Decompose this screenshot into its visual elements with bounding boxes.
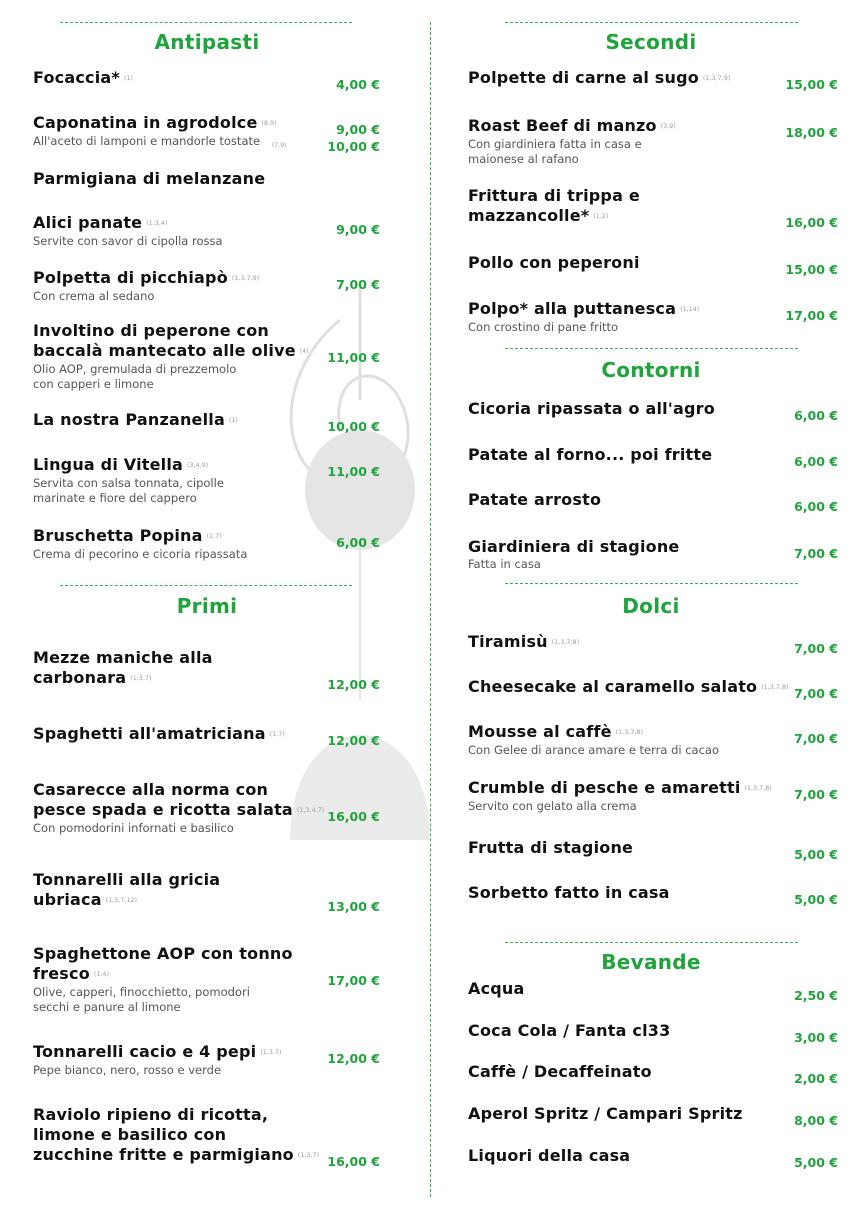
menu-item-name bbox=[33, 455, 333, 476]
menu-item-name bbox=[468, 722, 768, 743]
menu-item-name bbox=[468, 677, 789, 698]
menu-item-name bbox=[33, 944, 333, 964]
menu-item-name-line: Mezze maniche alla bbox=[33, 648, 213, 667]
menu-item-description: secchi e panure al limone bbox=[33, 999, 181, 1014]
menu-item-name-line: Patate arrosto bbox=[468, 490, 602, 509]
menu-item bbox=[468, 1104, 768, 1124]
menu-item-description: con capperi e limone bbox=[33, 376, 154, 391]
allergen-codes: (1,3,7,12) bbox=[105, 896, 138, 904]
menu-item-name-line: Aperol Spritz / Campari Spritz bbox=[468, 1104, 743, 1123]
menu-item bbox=[33, 113, 333, 149]
menu-item-name-line: Alici panate bbox=[33, 213, 143, 232]
menu-item bbox=[33, 455, 333, 506]
menu-item-price: 17,00 € bbox=[785, 308, 838, 323]
menu-item-name bbox=[33, 668, 333, 689]
menu-item-name-line: Coca Cola / Fanta cl33 bbox=[468, 1021, 671, 1040]
menu-item-name bbox=[468, 68, 768, 89]
menu-item-name-line: Focaccia* bbox=[33, 68, 120, 87]
menu-item-description: Pepe bianco, nero, rosso e verde bbox=[33, 1062, 222, 1077]
menu-item-name-line: Polpo* alla puttanesca bbox=[468, 299, 677, 318]
menu-item-name bbox=[468, 883, 768, 903]
menu-item-price: 6,00 € bbox=[336, 535, 380, 550]
menu-item-description: Crema di pecorino e cicoria ripassata bbox=[33, 546, 248, 561]
menu-item bbox=[468, 979, 768, 999]
menu-item-name-line: Bruschetta Popina bbox=[33, 526, 203, 545]
menu-item bbox=[468, 186, 768, 227]
menu-item-name-line: limone e basilico con bbox=[33, 1125, 227, 1144]
menu-item-name bbox=[468, 778, 772, 799]
menu-item-name bbox=[33, 780, 333, 800]
menu-item-name-line: Sorbetto fatto in casa bbox=[468, 883, 670, 902]
allergen-codes: (4) bbox=[299, 347, 309, 355]
allergen-codes: (1,3,7,9) bbox=[231, 274, 260, 282]
menu-item bbox=[468, 537, 768, 572]
menu-item-price: 8,00 € bbox=[794, 1113, 838, 1128]
menu-item-name bbox=[33, 648, 333, 668]
menu-item bbox=[468, 399, 768, 419]
menu-item-price: 11,00 € bbox=[327, 350, 380, 365]
menu-item-price: 12,00 € bbox=[327, 677, 380, 692]
menu-item bbox=[468, 1021, 768, 1041]
menu-item-name bbox=[468, 206, 768, 227]
menu-item-price: 16,00 € bbox=[327, 809, 380, 824]
menu-item-name bbox=[468, 116, 768, 137]
allergen-codes: (1) bbox=[228, 416, 239, 424]
menu-item-name bbox=[468, 1146, 768, 1166]
menu-item-name bbox=[33, 964, 333, 985]
menu-item-price: 9,00 € bbox=[336, 122, 380, 137]
menu-item bbox=[33, 169, 333, 189]
section-heading: Secondi bbox=[605, 30, 697, 54]
menu-item-name-line: Lingua di Vitella bbox=[33, 455, 184, 474]
menu-item-name bbox=[468, 253, 768, 273]
menu-item bbox=[468, 490, 768, 510]
allergen-codes: (1,3,7,8) bbox=[761, 683, 789, 691]
menu-item-name-line: Parmigiana di melanzane bbox=[33, 169, 266, 188]
menu-item-name bbox=[468, 1062, 768, 1082]
menu-item-price: 13,00 € bbox=[327, 899, 380, 914]
menu-item-price: 15,00 € bbox=[785, 262, 838, 277]
menu-item-description: Fatta in casa bbox=[468, 557, 541, 571]
section-heading: Primi bbox=[176, 594, 238, 618]
menu-item-price: 10,00 € bbox=[327, 139, 380, 154]
menu-item-name bbox=[468, 1021, 768, 1041]
menu-item-name-line: Caffè / Decaffeinato bbox=[468, 1062, 652, 1081]
menu-item bbox=[33, 268, 333, 304]
menu-item bbox=[33, 870, 333, 911]
menu-item-name bbox=[468, 299, 768, 320]
menu-item-description: Con Gelee di arance amare e terra di cacao bbox=[468, 742, 720, 757]
menu-item-price: 17,00 € bbox=[327, 973, 380, 988]
allergen-codes: (1,7) bbox=[206, 532, 222, 540]
menu-item-name bbox=[33, 1125, 333, 1145]
menu-item bbox=[33, 1105, 333, 1166]
menu-item-price: 12,00 € bbox=[327, 733, 380, 748]
menu-item-name bbox=[468, 445, 768, 465]
menu-item-name-line: zucchine fritte e parmigiano bbox=[33, 1145, 294, 1164]
menu-item-price: 5,00 € bbox=[794, 892, 838, 907]
menu-item bbox=[468, 253, 768, 273]
menu-item-price: 10,00 € bbox=[327, 419, 380, 434]
menu-item-name-line: Cicoria ripassata o all'agro bbox=[468, 399, 715, 418]
menu-item bbox=[33, 68, 333, 89]
menu-item-price: 9,00 € bbox=[336, 222, 380, 237]
menu-item-description: Servita con salsa tonnata, cipolle bbox=[33, 475, 224, 490]
menu-item-name bbox=[33, 213, 333, 234]
menu-item bbox=[468, 883, 768, 903]
section-heading: Bevande bbox=[601, 950, 701, 974]
menu-item-price: 7,00 € bbox=[336, 277, 380, 292]
menu-item-description: Olive, capperi, finocchietto, pomodori bbox=[33, 984, 250, 999]
menu-item-name bbox=[33, 1105, 333, 1125]
menu-item-name-line: baccalà mantecato alle olive bbox=[33, 341, 296, 360]
menu-item-description: Servito con gelato alla crema bbox=[468, 798, 637, 813]
menu-item-name bbox=[468, 632, 768, 653]
menu-item-name-line: Frutta di stagione bbox=[468, 838, 634, 857]
section-divider bbox=[60, 585, 352, 586]
section-divider bbox=[505, 942, 798, 943]
menu-item-price: 3,00 € bbox=[794, 1030, 838, 1045]
menu-item-price: 7,00 € bbox=[794, 641, 838, 656]
menu-item bbox=[468, 1062, 768, 1082]
allergen-codes: (1,14) bbox=[680, 305, 700, 313]
menu-item-name bbox=[33, 68, 333, 89]
menu-item-name-line: Involtino di peperone con bbox=[33, 321, 270, 340]
menu-item-name bbox=[33, 321, 333, 341]
menu-item-price: 7,00 € bbox=[794, 686, 838, 701]
menu-item-name bbox=[468, 186, 768, 206]
section-heading: Antipasti bbox=[154, 30, 260, 54]
menu-item-name bbox=[468, 399, 768, 419]
menu-item-name bbox=[468, 490, 768, 510]
column-divider bbox=[430, 22, 431, 1197]
menu-item-name-line: fresco bbox=[33, 964, 90, 983]
menu-item bbox=[468, 838, 768, 858]
menu-item-price: 16,00 € bbox=[785, 215, 838, 230]
menu-item-name bbox=[33, 113, 333, 134]
menu-item-name-line: Tiramisù bbox=[468, 632, 548, 651]
menu-item bbox=[33, 526, 333, 562]
menu-item-name bbox=[33, 724, 333, 745]
menu-item-name-line: Cheesecake al caramello salato bbox=[468, 677, 758, 696]
menu-item-name-line: Polpette di carne al sugo bbox=[468, 68, 699, 87]
menu-item bbox=[468, 445, 768, 465]
section-divider bbox=[60, 22, 352, 23]
menu-item-name bbox=[468, 979, 768, 999]
menu-item-name-line: Giardiniera di stagione bbox=[468, 537, 680, 556]
menu-item bbox=[33, 410, 333, 431]
menu-item-name bbox=[33, 169, 333, 189]
menu-item-name bbox=[33, 1042, 333, 1063]
menu-item-name-line: Mousse al caffè bbox=[468, 722, 612, 741]
allergen-codes: (1,3,4) bbox=[146, 219, 168, 227]
section-heading: Dolci bbox=[622, 594, 680, 618]
menu-item bbox=[33, 1042, 333, 1078]
menu-item-name-line: Casarecce alla norma con bbox=[33, 780, 269, 799]
allergen-codes: (1,3,4,7) bbox=[296, 806, 325, 814]
menu-item-price: 6,00 € bbox=[794, 408, 838, 423]
menu-item-name-line: Pollo con peperoni bbox=[468, 253, 640, 272]
menu-item-name bbox=[33, 410, 333, 431]
menu-item bbox=[33, 724, 333, 745]
menu-item-price: 4,00 € bbox=[336, 77, 380, 92]
allergen-codes: (1,2) bbox=[593, 212, 609, 220]
menu-item-name-line: Spaghettone AOP con tonno bbox=[33, 944, 293, 963]
menu-item-price: 5,00 € bbox=[794, 1155, 838, 1170]
menu-item-name bbox=[33, 890, 333, 911]
menu-item-price: 11,00 € bbox=[327, 464, 380, 479]
menu-item-name-line: Tonnarelli cacio e 4 pepi bbox=[33, 1042, 257, 1061]
menu-item-price: 6,00 € bbox=[794, 454, 838, 469]
allergen-codes: (8,9) bbox=[261, 119, 277, 127]
menu-item bbox=[468, 68, 768, 89]
menu-item bbox=[33, 944, 333, 1015]
menu-item-price: 15,00 € bbox=[785, 77, 838, 92]
menu-item-name-line: carbonara bbox=[33, 668, 127, 687]
menu-item-description: Servite con savor di cipolla rossa bbox=[33, 233, 223, 248]
menu-item-name-line: Spaghetti all'amatriciana bbox=[33, 724, 266, 743]
section-divider bbox=[505, 348, 798, 349]
section-divider bbox=[505, 22, 798, 23]
allergen-codes: (1,3,7,8) bbox=[615, 728, 644, 736]
menu-item-name-line: Patate al forno... poi fritte bbox=[468, 445, 713, 464]
menu-item bbox=[468, 677, 789, 698]
menu-item-name bbox=[33, 870, 333, 890]
menu-item-name-line: Roast Beef di manzo bbox=[468, 116, 657, 135]
menu-item-name bbox=[468, 537, 768, 557]
menu-item bbox=[468, 1146, 768, 1166]
menu-item-price: 7,00 € bbox=[794, 731, 838, 746]
allergen-codes: (3,9) bbox=[660, 122, 676, 130]
allergen-codes: (1,3,7,9) bbox=[702, 74, 731, 82]
menu-item bbox=[33, 648, 333, 689]
menu-item-name-line: Crumble di pesche e amaretti bbox=[468, 778, 741, 797]
menu-item-name-line: Tonnarelli alla gricia bbox=[33, 870, 221, 889]
allergen-codes: (1,3,7) bbox=[297, 1151, 320, 1159]
allergen-codes: (1,4) bbox=[93, 970, 110, 978]
section-heading: Contorni bbox=[601, 358, 701, 382]
allergen-codes: (1,7) bbox=[269, 730, 285, 738]
menu-item bbox=[468, 299, 768, 335]
menu-item-description: Con crema al sedano bbox=[33, 288, 155, 303]
menu-item bbox=[468, 778, 772, 814]
allergen-codes: (1,3,7,8) bbox=[744, 784, 772, 792]
menu-item-name bbox=[468, 1104, 768, 1124]
allergen-codes: (1) bbox=[123, 74, 134, 82]
menu-item-name bbox=[33, 526, 333, 547]
menu-item-price: 6,00 € bbox=[794, 499, 838, 514]
menu-item bbox=[468, 722, 768, 758]
menu-item-name bbox=[468, 838, 768, 858]
section-divider bbox=[505, 583, 798, 584]
menu-item-description: Con crostino di pane fritto bbox=[468, 319, 619, 334]
menu-item-price: 18,00 € bbox=[785, 125, 838, 140]
menu-item-price: 16,00 € bbox=[327, 1154, 380, 1169]
menu-item bbox=[33, 780, 333, 836]
allergen-codes: (3,4,9) bbox=[187, 461, 209, 469]
menu-item-name-line: La nostra Panzanella bbox=[33, 410, 225, 429]
allergen-codes: (1,3,7) bbox=[130, 674, 152, 682]
menu-item-price: 2,50 € bbox=[794, 988, 838, 1003]
allergen-codes: (1,3,7,8) bbox=[551, 638, 580, 646]
menu-item-name-line: mazzancolle* bbox=[468, 206, 590, 225]
menu-item-name bbox=[33, 1145, 333, 1166]
menu-item-name-line: Acqua bbox=[468, 979, 525, 998]
menu-item-name bbox=[33, 800, 333, 821]
menu-item-description: Olio AOP, gremulada di prezzemolo bbox=[33, 361, 237, 376]
menu-item-name-line: Liquori della casa bbox=[468, 1146, 631, 1165]
allergen-codes: (1,3,7) bbox=[260, 1048, 282, 1056]
menu-item bbox=[468, 632, 768, 653]
menu-item bbox=[468, 116, 768, 167]
menu-item-name-line: pesce spada e ricotta salata bbox=[33, 800, 293, 819]
allergen-codes: (7,9) bbox=[272, 142, 287, 149]
menu-item bbox=[33, 321, 333, 392]
menu-item-name-line: Caponatina in agrodolce bbox=[33, 113, 258, 132]
menu-item-name-line: ubriaca bbox=[33, 890, 102, 909]
menu-item-description: Con pomodorini infornati e basilico bbox=[33, 820, 234, 835]
menu-item-name bbox=[33, 341, 333, 362]
menu-item-description: All'aceto di lamponi e mandorle tostate bbox=[33, 133, 261, 148]
menu-item-price: 2,00 € bbox=[794, 1071, 838, 1086]
menu-item-price: 5,00 € bbox=[794, 847, 838, 862]
menu-item bbox=[33, 213, 333, 249]
menu-item-description: Con giardiniera fatta in casa e bbox=[468, 136, 642, 151]
menu-item-price: 7,00 € bbox=[794, 787, 838, 802]
menu-item-name bbox=[33, 268, 333, 289]
menu-item-description: maionese al rafano bbox=[468, 151, 579, 166]
menu-item-name-line: Polpetta di picchiapò bbox=[33, 268, 228, 287]
menu-item-name-line: Frittura di trippa e bbox=[468, 186, 640, 205]
menu-item-description: marinate e fiore del cappero bbox=[33, 490, 197, 505]
menu-item-price: 12,00 € bbox=[327, 1051, 380, 1066]
menu-item-name-line: Raviolo ripieno di ricotta, bbox=[33, 1105, 269, 1124]
menu-item-price: 7,00 € bbox=[794, 546, 838, 561]
